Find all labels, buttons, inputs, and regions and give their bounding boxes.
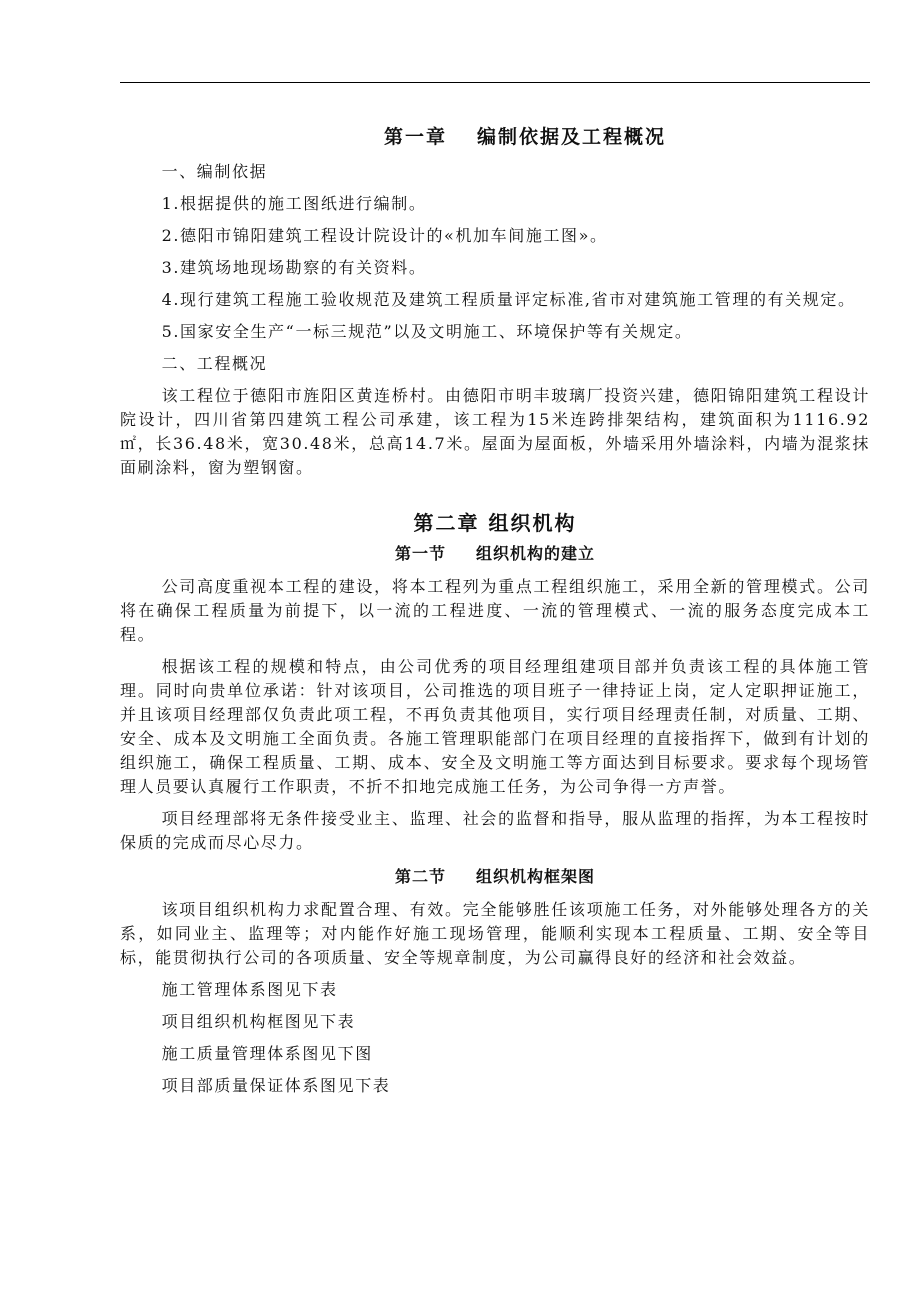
section-1-number: 第一节 <box>394 544 446 563</box>
basis-item-5: 5.国家安全生产“一标三规范”以及文明施工、环境保护等有关规定。 <box>161 322 693 341</box>
section-1-paragraph-2: 根据该工程的规模和特点，由公司优秀的项目经理组建项目部并负责该工程的具体施工管理。同时向贵单位承诺：针对该项目，公司推选的项目班子一律持证上岗，定人定职押证施工，并且该项目经理部仅负责此项工程，不再负责其他项目，实行项目经理责任制，对质量、工期、安全、成本及文明施工全面负责。各施工管理职能部门在项目经理的直接指挥下，做到有计划的组织施工，确保工程质量、工期、成本、安全及文明施工等方面达到目标要求。要求每个现场管理人员要认真履行工作职责，不折不扣地完成施工任务，为公司争得一方声誉。 <box>120 657 870 796</box>
section-1-name: 组织机构的建立 <box>476 544 596 563</box>
header-rule <box>120 82 870 83</box>
section-2-title <box>120 863 870 891</box>
chapter-2-title: 第二章 组织机构 <box>413 511 577 535</box>
basis-item-3: 3.建筑场地现场勘察的有关资料。 <box>161 258 427 277</box>
basis-item-1: 1.根据提供的施工图纸进行编制。 <box>161 194 427 213</box>
chapter-1-name: 编制依据及工程概况 <box>477 126 667 148</box>
overview-paragraph: 该工程位于德阳市旌阳区黄连桥村。由德阳市明丰玻璃厂投资兴建，德阳锦阳建筑工程设计院设计，四川省第四建筑工程公司承建，该工程为15米连跨排架结构，建筑面积为1116.92㎡，长36.48米，宽30.48米，总高14.7米。屋面为屋面板，外墙采用外墙涂料，内墙为混浆抹面刷涂料，窗为塑钢窗。 <box>120 386 870 477</box>
section-2-paragraph: 该项目组织机构力求配置合理、有效。完全能够胜任该项施工任务，对外能够处理各方的关系，如同业主、监理等；对内能作好施工现场管理，能顺利实现本工程质量、工期、安全等目标，能贯彻执行公司的各项质量、安全等规章制度，为公司赢得良好的经济和社会效益。 <box>120 900 870 967</box>
section-2-item-3: 施工质量管理体系图见下图 <box>161 1044 373 1063</box>
section-2-number: 第二节 <box>394 867 446 886</box>
chapter-1-number: 第一章 <box>383 126 447 148</box>
section-2-item-4: 项目部质量保证体系图见下表 <box>161 1076 391 1095</box>
overview-heading: 二、工程概况 <box>161 354 268 373</box>
basis-item-4: 4.现行建筑工程施工验收规范及建筑工程质量评定标准,省市对建筑施工管理的有关规定。 <box>161 290 856 309</box>
section-2-item-2: 项目组织机构框图见下表 <box>161 1012 356 1031</box>
document-page <box>120 120 870 1106</box>
basis-heading: 一、编制依据 <box>161 162 268 181</box>
section-1-paragraph-3: 项目经理部将无条件接受业主、监理、社会的监督和指导，服从监理的指挥，为本工程按时保质的完成而尽心尽力。 <box>120 809 870 852</box>
section-1-paragraph-1: 公司高度重视本工程的建设，将本工程列为重点工程组织施工，采用全新的管理模式。公司将在确保工程质量为前提下，以一流的工程进度、一流的管理模式、一流的服务态度完成本工程。 <box>120 577 870 644</box>
basis-item-2: 2.德阳市锦阳建筑工程设计院设计的«机加车间施工图»。 <box>161 226 608 245</box>
section-2-name: 组织机构框架图 <box>476 867 596 886</box>
section-2-item-1: 施工管理体系图见下表 <box>161 980 338 999</box>
section-1-title <box>120 540 870 568</box>
chapter-1-title <box>120 120 870 154</box>
